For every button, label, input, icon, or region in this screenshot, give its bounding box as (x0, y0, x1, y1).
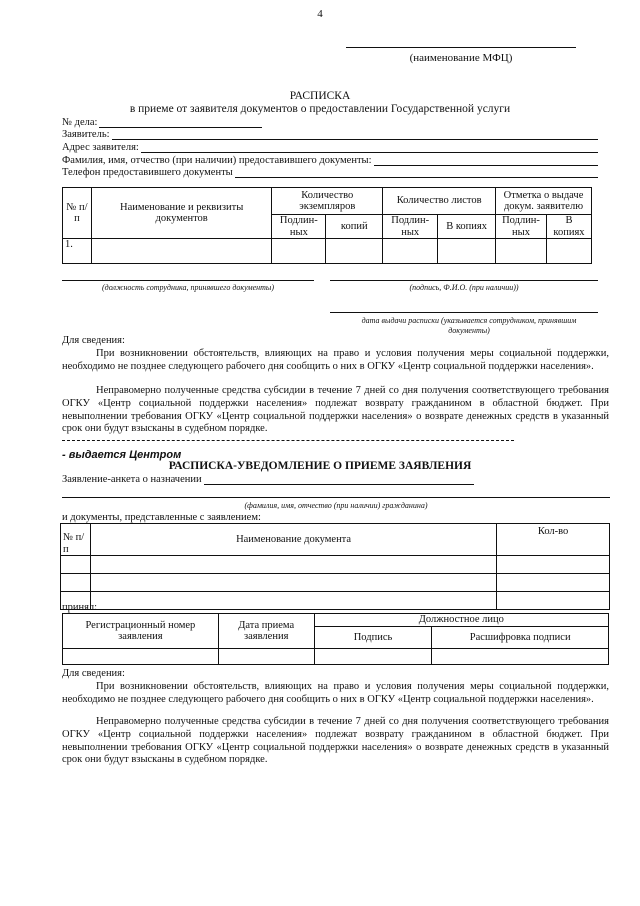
table-row (63, 649, 609, 665)
documents-label: и документы, представленные с заявлением: (62, 512, 261, 523)
notice-documents-table (60, 523, 610, 610)
table-cell[interactable] (91, 239, 271, 264)
table-cell[interactable] (272, 239, 326, 264)
row-number: 1. (63, 239, 92, 264)
phone-label: Телефон предоставившего документы (62, 167, 233, 178)
table-cell[interactable] (90, 556, 496, 574)
table-cell[interactable] (63, 649, 219, 665)
col-no-header: № п/п (63, 188, 92, 239)
signature-fio-line[interactable] (330, 280, 598, 281)
accepted-label: принял: (62, 602, 98, 613)
mfc-name-line[interactable] (346, 47, 576, 48)
sub-original-sheets: Подлин-ных (383, 215, 438, 239)
official-header: Должностное лицо (314, 614, 608, 627)
cut-line (62, 440, 514, 441)
case-number-label: № дела: (62, 117, 98, 128)
col-document-name-header: Наименование и реквизиты документов (91, 188, 271, 239)
table-cell[interactable] (218, 649, 314, 665)
table-cell[interactable] (438, 239, 496, 264)
page-number: 4 (317, 8, 323, 20)
info-paragraph-2: Неправомерно полученные средства субсидии в течение 7 дней со дня получения соответствующего требования ОГКУ «Центр социальной поддержки населения» подлежат возврату гражданином в областной бюджет. При невыполнении требования ОГКУ «Центр социальной поддержки населения» о возврате денежных средств в указанный срок они будут взысканы в судебном порядке. (62, 385, 609, 435)
issue-date-caption: дата выдачи расписки (указывается сотрудником, принявшим документы) (361, 316, 577, 335)
receipt-documents-table (62, 187, 592, 264)
address-field[interactable] (62, 142, 598, 153)
position-caption: (должность сотрудника, принявшего документы) (102, 283, 274, 292)
table-cell[interactable] (383, 239, 438, 264)
table-cell[interactable] (497, 574, 610, 592)
info-heading-2: Для сведения: (62, 668, 125, 679)
case-number-line[interactable] (99, 118, 262, 128)
table-cell[interactable] (314, 649, 432, 665)
table-row (61, 556, 610, 574)
official-decode-header: Расшифровка подписи (432, 627, 609, 649)
applicant-line[interactable] (112, 130, 598, 140)
reg-number-header: Регистрационный номер заявления (63, 614, 219, 649)
address-line[interactable] (141, 143, 598, 153)
official-sign-header: Подпись (314, 627, 432, 649)
col-issue-mark-header: Отметка о выдаче докум. заявителю (496, 188, 592, 215)
table-cell[interactable] (90, 592, 496, 610)
address-label: Адрес заявителя: (62, 142, 139, 153)
info-paragraph-1: При возникновении обстоятельств, влияющих на право и условия получения меры социальной поддержки, необходимо не позднее следующего рабочего дня сообщить о них в ОГКУ «Центр социальной поддержки населения». (62, 348, 609, 372)
table-row (61, 574, 610, 592)
sub-original-copies: Подлин-ных (272, 215, 326, 239)
col-sheets-header: Количество листов (383, 188, 496, 215)
citizen-fio-caption: (фамилия, имя, отчество (при наличии) гражданина) (244, 501, 428, 510)
fio-line[interactable] (374, 156, 598, 166)
table-cell[interactable] (326, 239, 383, 264)
notice-col-no-header: № п/п (61, 524, 91, 556)
col-copies-header: Количество экземпляров (272, 188, 383, 215)
table-cell[interactable] (432, 649, 609, 665)
notice-title: РАСПИСКА-УВЕДОМЛЕНИЕ О ПРИЕМЕ ЗАЯВЛЕНИЯ (168, 460, 472, 472)
fio-label: Фамилия, имя, отчество (при наличии) предоставившего документы: (62, 155, 372, 166)
applicant-field[interactable] (62, 129, 598, 140)
table-cell[interactable] (61, 574, 91, 592)
info2-paragraph-2: Неправомерно полученные средства субсидии в течение 7 дней со дня получения соответствующего требования ОГКУ «Центр социальной поддержки населения» подлежат возврату гражданином в областной бюджет. При невыполнении требования ОГКУ «Центр социальной поддержки населения» о возврате денежных средств в указанный срок они будут взысканы в судебном порядке. (62, 716, 609, 766)
table-row (63, 239, 592, 264)
applicant-label: Заявитель: (62, 129, 110, 140)
sub-in-copies-issue: В копиях (546, 215, 591, 239)
signature-fio-caption: (подпись, Ф.И.О. (при наличии)) (409, 283, 519, 292)
table-cell[interactable] (546, 239, 591, 264)
table-cell[interactable] (497, 592, 610, 610)
info2-paragraph-1: При возникновении обстоятельств, влияющих на право и условия получения меры социальной поддержки, необходимо не позднее следующего рабочего дня сообщить о них в ОГКУ «Центр социальной поддержки населения». (62, 681, 609, 705)
reg-date-header: Дата приема заявления (218, 614, 314, 649)
citizen-fio-line[interactable] (62, 497, 610, 498)
receipt-subtitle: в приеме от заявителя документов о предоставлении Государственной услуги (129, 103, 511, 115)
application-field[interactable] (62, 474, 474, 485)
sub-original-issue: Подлин-ных (496, 215, 547, 239)
table-cell[interactable] (90, 574, 496, 592)
position-signature-line[interactable] (62, 280, 314, 281)
case-number-field[interactable] (62, 117, 262, 128)
sub-copies: копий (326, 215, 383, 239)
phone-field[interactable] (62, 167, 598, 178)
registration-table (62, 613, 609, 665)
phone-line[interactable] (235, 168, 598, 178)
table-cell[interactable] (496, 239, 547, 264)
sub-in-copies-sheets: В копиях (438, 215, 496, 239)
table-row (61, 592, 610, 610)
application-line[interactable] (204, 475, 474, 485)
mfc-caption: (наименование МФЦ) (409, 52, 513, 64)
issued-by-label: - выдается Центром (62, 449, 182, 461)
notice-col-name-header: Наименование документа (90, 524, 496, 556)
table-cell[interactable] (497, 556, 610, 574)
info-heading: Для сведения: (62, 335, 125, 346)
receipt-title: РАСПИСКА (289, 90, 351, 102)
notice-col-qty-header: Кол-во (497, 524, 610, 556)
table-cell[interactable] (61, 556, 91, 574)
issue-date-line[interactable] (330, 312, 598, 313)
application-label: Заявление-анкета о назначении (62, 474, 202, 485)
fio-field[interactable] (62, 155, 598, 166)
